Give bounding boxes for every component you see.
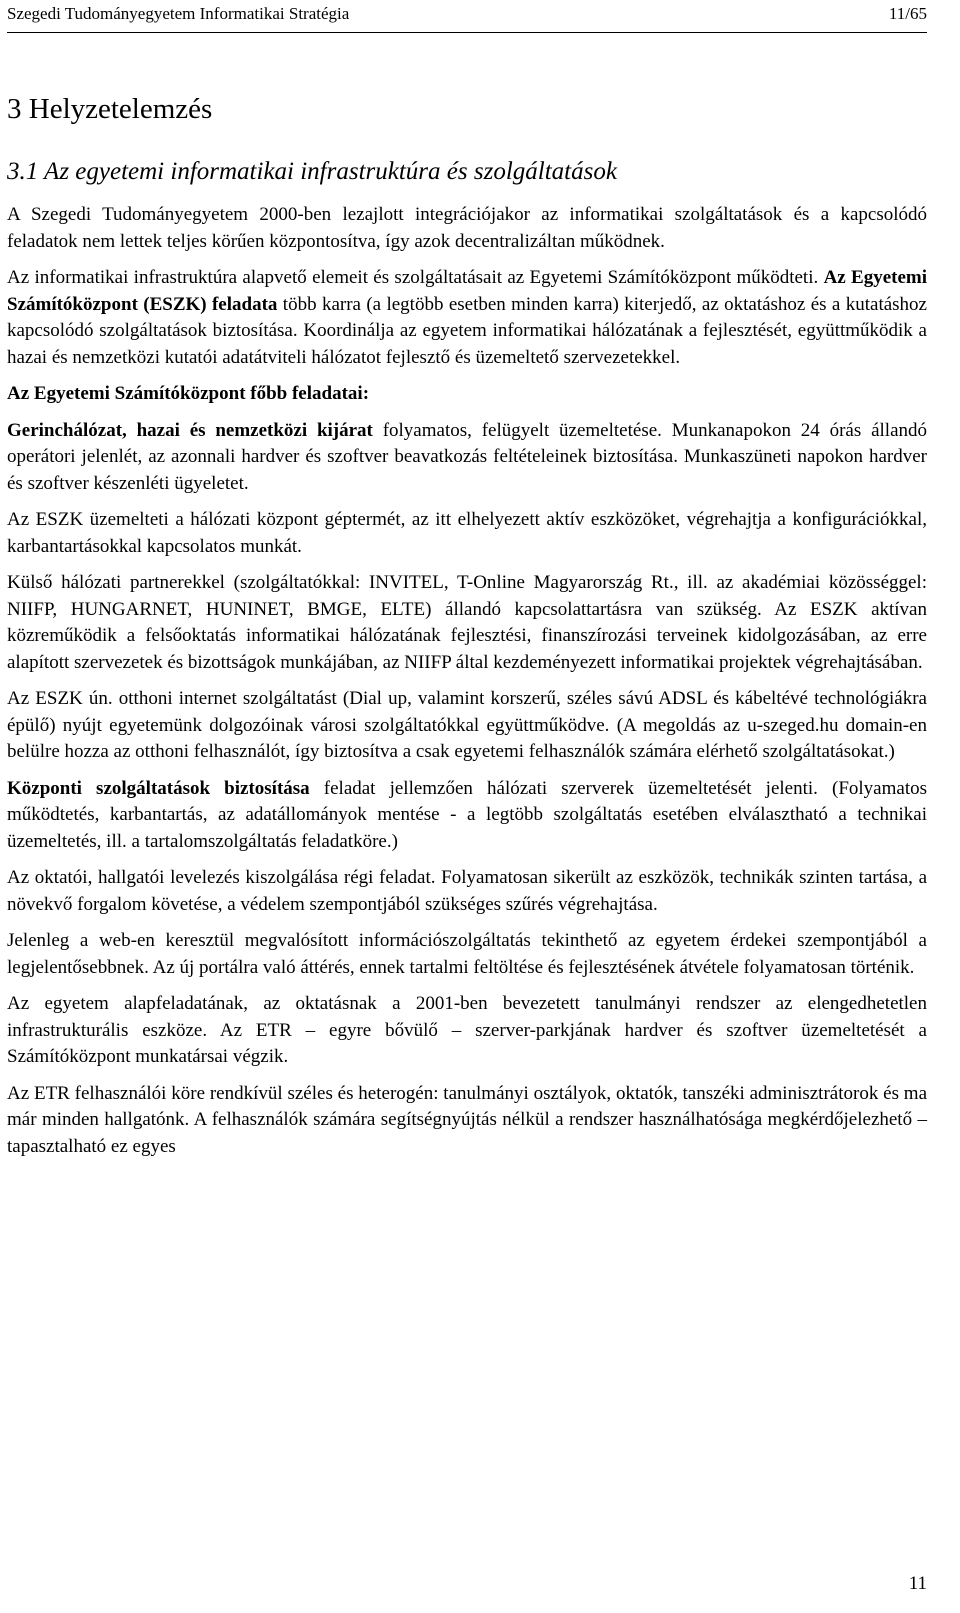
document-body	[7, 202, 927, 1170]
subsection-heading: 3.1 Az egyetemi informatikai infrastruktúra és szolgáltatások	[7, 158, 617, 185]
section-heading: 3 Helyzetelemzés	[7, 93, 213, 125]
paragraph-4	[7, 418, 927, 498]
paragraph-2	[7, 265, 927, 371]
paragraph-8-rest: feladat jellemzően hálózati szerverek üzemeltetését jelenti. (Folyamatos működtetés, karbantartás, az adatállományok mentése - a legtöbb szolgáltatás esetében elválasztható a technikai üzemeltetés, ill. a tartalomszolgáltatás feladatköre.)	[7, 777, 927, 852]
paragraph-4-bold: Gerinchálózat, hazai és nemzetközi kijárat	[7, 419, 373, 441]
paragraph-11: Az egyetem alapfeladatának, az oktatásnak a 2001-ben bevezetett tanulmányi rendszer az elengedhetetlen infrastrukturális eszköze. Az ETR – egyre bővülő – szerver-parkjának hardver és szoftver üzemeltetését a Számítóközpont munkatársai végzik.	[7, 993, 927, 1067]
paragraph-10: Jelenleg a web-en keresztül megvalósított információszolgáltatás tekinthető az egyetem érdekei szempontjából a legjelentősebbnek. Az új portálra való áttérés, ennek tartalmi feltöltése és fejlesztésének átvétele folyamatosan történik.	[7, 930, 927, 978]
header-page: 11/65	[888, 4, 927, 23]
paragraph-2-intro: Az informatikai infrastruktúra alapvető elemeit és szolgáltatásait az Egyetemi Számítóközpont működteti.	[7, 267, 824, 288]
paragraph-12: Az ETR felhasználói köre rendkívül széles és heterogén: tanulmányi osztályok, oktatók, tanszéki adminisztrátorok és ma már minden hallgatónk. A felhasználók számára segítségnyújtás nélkül a rendszer használhatósága megkérdőjelezhető – tapasztalható ez egyes	[7, 1082, 927, 1157]
paragraph-1: A Szegedi Tudományegyetem 2000-ben lezajlott integrációjakor az informatikai szolgáltatások és a kapcsolódó feladatok nem lettek teljes körűen központosítva, így azok decentralizáltan működnek.	[7, 204, 927, 252]
tasks-heading	[7, 381, 927, 408]
tasks-heading-text: Az Egyetemi Számítóközpont főbb feladatai:	[7, 383, 370, 404]
paragraph-4-rest: folyamatos, felügyelt üzemeltetése. Munkanapokon 24 órás állandó operátori jelenlét, az azonnali hardver és szoftver beavatkozás feltételeinek biztosítása. Munkaszüneti napokon hardver és szoftver készenléti ügyeletet.	[7, 419, 927, 494]
page-number: 11	[908, 1573, 927, 1594]
paragraph-7: Az ESZK ún. otthoni internet szolgáltatást (Dial up, valamint korszerű, széles sávú ADSL és kábeltévé technológiákra épülő) nyújt egyetemünk dolgozóinak városi szolgáltatókkal együttműködve. (A megoldás az u-szeged.hu domain-en belülre hozza az otthoni felhasználót, így biztosítva a csak egyetemi felhasználók számára elérhető szolgáltatásokat.)	[7, 688, 927, 762]
paragraph-2-bold: Az Egyetemi Számítóközpont (ESZK) feladata	[7, 267, 927, 315]
paragraph-6: Külső hálózati partnerekkel (szolgáltatókkal: INVITEL, T-Online Magyarország Rt., ill. az akadémiai közösséggel: NIIFP, HUNGARNET, HUNINET, BMGE, ELTE) állandó kapcsolattartásra van szükség. Az ESZK aktívan közreműködik a felsőoktatás informatikai hálózatának fejlesztési, finanszírozási terveinek kidolgozásában, az erre alapított szervezetek és bizottságok munkájában, az NIIFP által kezdeményezett informatikai projektek végrehajtásában.	[7, 572, 927, 673]
header-title: Szegedi Tudományegyetem Informatikai Stratégia	[7, 4, 350, 23]
paragraph-8	[7, 776, 927, 856]
paragraph-9: Az oktatói, hallgatói levelezés kiszolgálása régi feladat. Folyamatosan sikerült az eszközök, technikák szinten tartása, a növekvő forgalom követése, a védelem szempontjából szükséges szűrés végrehajtása.	[7, 867, 927, 915]
paragraph-2-rest: több karra (a legtöbb esetben minden karra) kiterjedő, az oktatáshoz és a kutatáshoz kapcsolódó szolgáltatások biztosítása. Koordinálja az egyetem informatikai hálózatának a fejlesztését, együttműködik a hazai és nemzetközi kutatói adatátviteli hálózatot fejlesztő és üzemeltető szervezetekkel.	[7, 293, 927, 368]
paragraph-8-bold: Központi szolgáltatások biztosítása	[7, 777, 310, 799]
page-header	[7, 0, 927, 33]
paragraph-5: Az ESZK üzemelteti a hálózati központ géptermét, az itt elhelyezett aktív eszközöket, végrehajtja a konfigurációkkal, karbantartásokkal kapcsolatos munkát.	[7, 509, 927, 557]
